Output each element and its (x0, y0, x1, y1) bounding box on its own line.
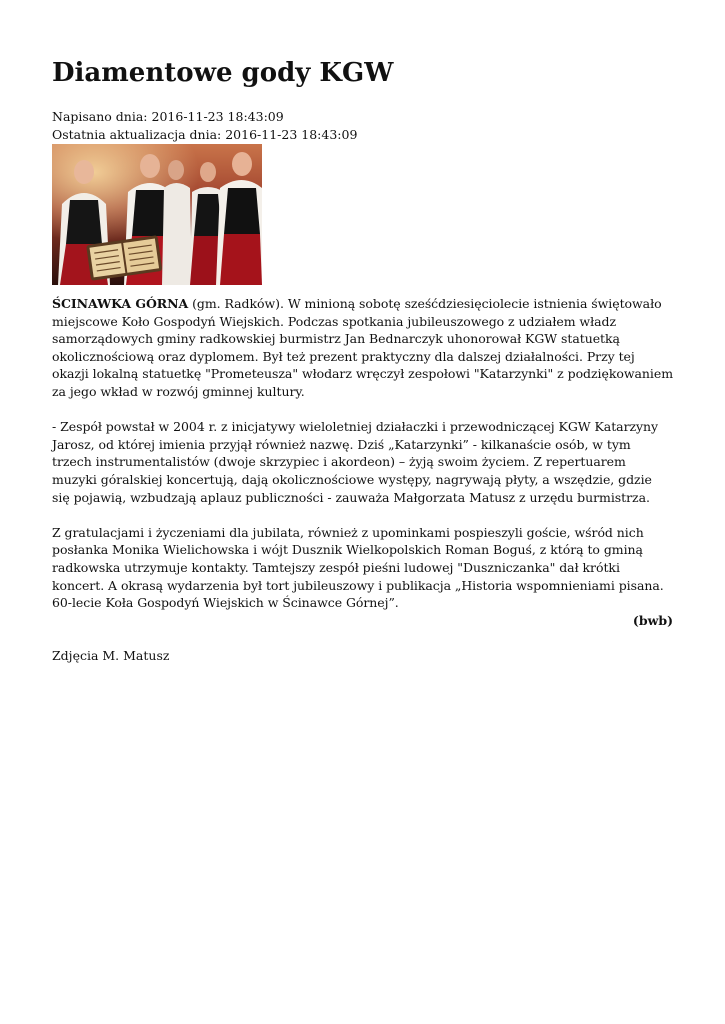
lead-place: ŚCINAWKA GÓRNA (52, 296, 189, 311)
article-photo (52, 144, 262, 285)
article (52, 56, 673, 664)
updated-line (52, 126, 673, 144)
article-meta (52, 108, 673, 144)
article-title: Diamentowe gody KGW (52, 58, 394, 88)
written-line (52, 108, 673, 126)
article-body (52, 295, 673, 612)
paragraph-1-text: (gm. Radków). W minioną sobotę sześćdziesięciolecie istnienia świętowało miejscowe Koło Gospodyń Wiejskich. Podczas spotkania jubileuszowego z udziałem władz samorządowych gminy radkowskiej burmistrz Jan Bednarczyk uhonorował KGW statuetką okolicznościową oraz dyplomem. Był też prezent praktyczny dla dalszej działalności. Przy tej okazji lokalną statuetkę "Prometeusza" włodarz wręczył zespołowi "Katarzynki" z podziękowaniem za jego wkład w rozwój gminnej kultury. (52, 296, 673, 399)
written-date: 2016-11-23 18:43:09 (151, 109, 284, 124)
paragraph-1 (52, 295, 673, 401)
photo-credit: Zdjęcia M. Matusz (52, 647, 170, 663)
updated-date: 2016-11-23 18:43:09 (225, 127, 358, 142)
written-label: Napisano dnia: (52, 109, 148, 124)
paragraph-2: - Zespół powstał w 2004 r. z inicjatywy wieloletniej działaczki i przewodniczącej KGW Katarzyny Jarosz, od której imienia przyjął również nazwę. Dziś „Katarzynki” - kilkanaście osób, w tym trzech instrumentalistów (dwoje skrzypiec i akordeon) – żyją swoim życiem. Z repertuarem muzyki góralskiej koncertują, dają okolicznościowe występy, nagrywają płyty, a wszędzie, gdzie się pojawią, wzbudzają aplauz publiczności - zauważa Małgorzata Matusz z urzędu burmistrza. (52, 419, 659, 505)
author-signature: (bwb) (632, 612, 673, 628)
updated-label: Ostatnia aktualizacja dnia: (52, 127, 222, 142)
paragraph-3: Z gratulacjami i życzeniami dla jubilata, również z upominkami pospieszyli goście, wśród nich posłanka Monika Wielichowska i wójt Dusznik Wielkopolskich Roman Boguś, z którą to gminą radkowska utrzymuje kontakty. Tamtejszy zespół pieśni ludowej "Duszniczanka" dał krótki koncert. A okrasą wydarzenia był tort jubileuszowy i publikacja „Historia wspomnieniami pisana. 60-lecie Koła Gospodyń Wiejskich w Ścinawce Górnej”. (52, 524, 664, 611)
